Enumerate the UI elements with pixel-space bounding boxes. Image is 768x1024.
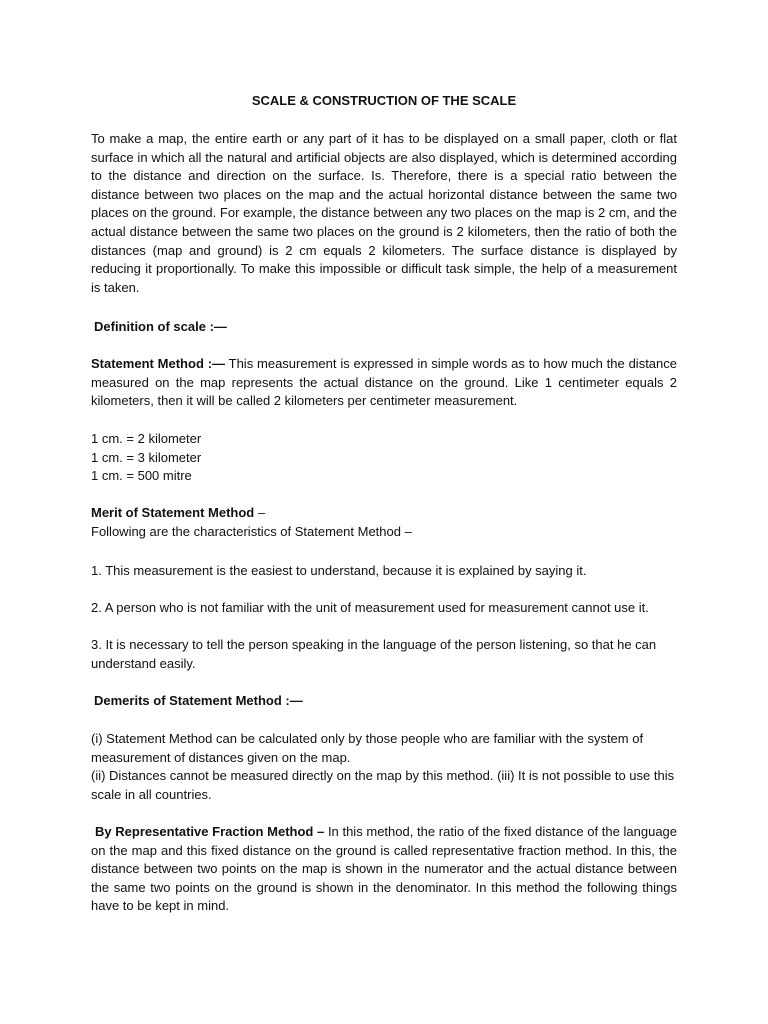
rf-method-label: By Representative Fraction Method – bbox=[95, 824, 325, 839]
definition-heading-text: Definition of scale :— bbox=[94, 319, 227, 334]
demerits-heading-text: Demerits of Statement Method :— bbox=[94, 693, 303, 708]
merit-subtitle: Following are the characteristics of Statement Method – bbox=[91, 523, 412, 539]
demerit-item-2: (ii) Distances cannot be measured directly on the map by this method. (iii) It is not possible to use this scale in all countries. bbox=[91, 768, 675, 802]
rf-method-text: In this method, the ratio of the fixed distance of the language on the map and this fixed distance on the ground is called representative fraction method. In this, the distance between two points on the map is shown in the numerator and the actual distance between the same two points on the ground is shown in the denominator. In this method the following things have to be kept in mind. bbox=[91, 824, 678, 914]
definition-heading bbox=[94, 318, 680, 337]
merit-heading-label: Merit of Statement Method bbox=[91, 505, 255, 520]
example-item: 1 cm. = 2 kilometer bbox=[91, 431, 202, 446]
example-item: 1 cm. = 500 mitre bbox=[91, 468, 192, 484]
merit-point-1: 1. This measurement is the easiest to understand, because it is explained by saying it. bbox=[91, 563, 587, 578]
page-title: SCALE & CONSTRUCTION OF THE SCALE bbox=[251, 93, 517, 108]
examples-list bbox=[91, 430, 677, 486]
merit-heading bbox=[91, 504, 677, 523]
merit-point-3: 3. It is necessary to tell the person speaking in the language of the person listening, so that he can understand easily. bbox=[91, 637, 657, 671]
example-item: 1 cm. = 3 kilometer bbox=[91, 449, 202, 465]
statement-method-label: Statement Method :— bbox=[91, 356, 226, 371]
demerits-heading bbox=[94, 692, 680, 711]
statement-method-text: This measurement is expressed in simple words as to how much the distance measured on the map represents the actual distance on the ground. Like 1 centimeter equals 2 kilometers, then it will be called 2 kilometers per centimeter measurement. bbox=[91, 356, 677, 409]
rf-method-paragraph bbox=[91, 823, 677, 916]
merit-heading-dash: – bbox=[254, 505, 266, 520]
demerit-item-1: (i) Statement Method can be calculated only by those people who are familiar with the system of measurement of distances given on the map. bbox=[91, 731, 644, 765]
intro-paragraph: To make a map, the entire earth or any part of it has to be displayed on a small paper, cloth or flat surface in which all the natural and artificial objects are also displayed, which is determined according to the distance and direction on the surface. Is. Therefore, there is a special ratio between the distance between two places on the map and the actual horizontal distance between the same two places on the ground. For example, the distance between any two places on the map is 2 cm, and the actual distance between the same two places on the ground is 2 kilometers, then the ratio of both the distances (map and ground) is 2 cm equals 2 kilometers. The surface distance is displayed by reducing it proportionally. To make this impossible or difficult task simple, the help of a measurement is taken. bbox=[91, 131, 677, 295]
merit-point-2: 2. A person who is not familiar with the unit of measurement used for measurement cannot use it. bbox=[91, 600, 649, 615]
merit-section bbox=[91, 504, 677, 541]
statement-method-paragraph bbox=[91, 355, 677, 411]
